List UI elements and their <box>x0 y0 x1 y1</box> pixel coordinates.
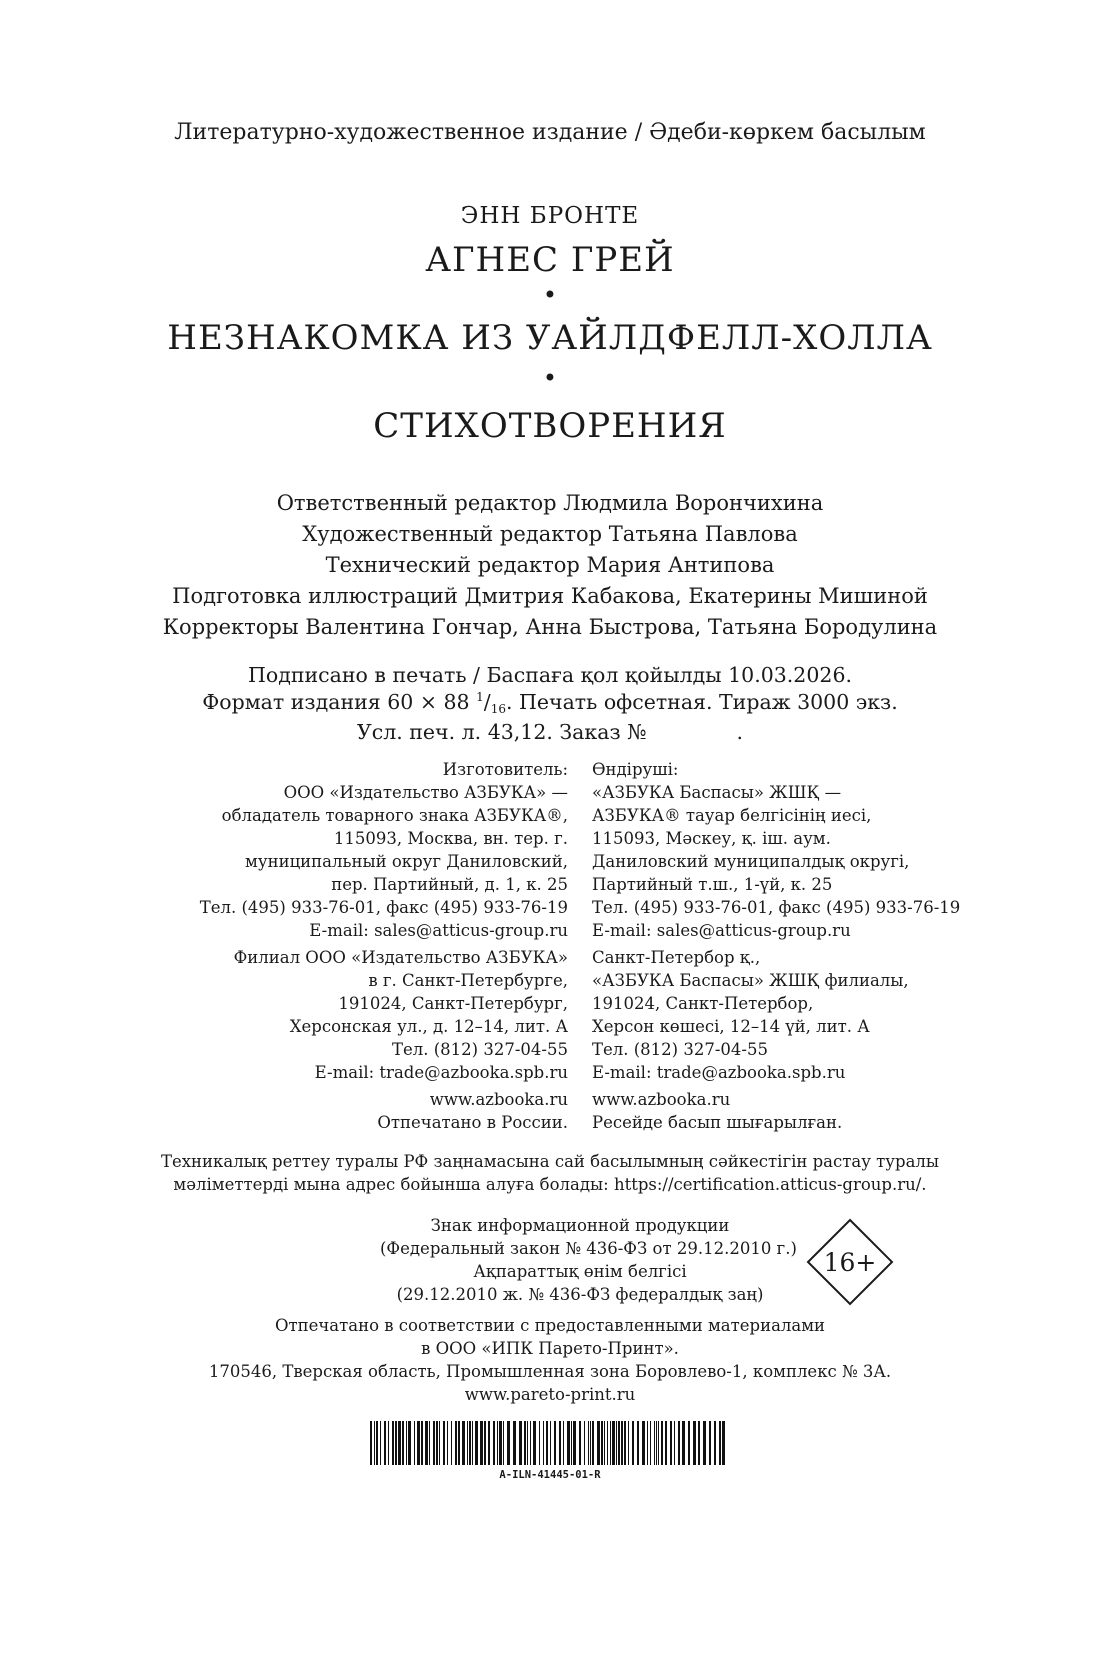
text-line: E-mail: trade@azbooka.spb.ru <box>314 1063 568 1082</box>
barcode-bar <box>650 1421 651 1465</box>
barcode-bar <box>395 1421 397 1465</box>
author-name: ЭНН БРОНТЕ <box>460 203 640 229</box>
barcode-bar <box>539 1421 540 1465</box>
text-line: Техникалық реттеу туралы РФ заңнамасына сай басылымның сәйкестігін растау туралы <box>160 1152 940 1171</box>
barcode-bar <box>472 1421 473 1465</box>
text-line: 115093, Москва, вн. тер. г. <box>333 829 568 848</box>
text-line: Партийный т.ш., 1-үй, к. 25 <box>592 875 833 894</box>
barcode-bar <box>604 1421 605 1465</box>
barcode-bar <box>533 1421 536 1465</box>
text-line: (29.12.2010 ж. № 436-ФЗ федералдық заң) <box>396 1285 764 1304</box>
barcode-bar <box>414 1421 415 1465</box>
barcode-bar <box>406 1421 407 1465</box>
text-line: 170546, Тверская область, Промышленная зона Боровлево-1, комплекс № 3А. <box>208 1362 892 1381</box>
text-line: (Федеральный закон № 436-ФЗ от 29.12.2010 г.) <box>380 1239 797 1258</box>
text-line: Херсонская ул., д. 12–14, лит. А <box>289 1017 568 1036</box>
barcode-bar <box>429 1421 430 1465</box>
title-separator: • <box>542 281 558 309</box>
text-line: E-mail: sales@atticus-group.ru <box>309 921 568 940</box>
text-line: в ООО «ИПК Парето-Принт». <box>421 1339 679 1358</box>
barcode-bar <box>674 1421 675 1465</box>
barcode-bar <box>433 1421 435 1465</box>
barcode-bar <box>573 1421 576 1465</box>
branch-ru-block <box>234 946 568 1084</box>
web-kz-block <box>592 1088 842 1134</box>
barcode-bar <box>408 1421 411 1465</box>
printer-info <box>0 1314 1100 1406</box>
format-fraction-den: 16 <box>490 702 506 716</box>
barcode-bar <box>497 1421 498 1465</box>
text-line: Даниловский муниципалдық округі, <box>592 852 910 871</box>
barcode-bar <box>550 1421 551 1465</box>
format-fraction-num: 1 <box>476 690 484 704</box>
text-line: Отпечатано в соответствии с предоставленными материалами <box>274 1316 826 1335</box>
barcode-bar <box>628 1421 629 1465</box>
barcode-bar <box>567 1421 570 1465</box>
barcode-bar <box>455 1421 457 1465</box>
barcode-bar <box>647 1421 648 1465</box>
barcode-bar <box>610 1421 611 1465</box>
barcode-bar <box>417 1421 420 1465</box>
barcode-bar <box>592 1421 594 1465</box>
order-line <box>0 719 1100 746</box>
text-line: E-mail: trade@azbooka.spb.ru <box>592 1063 846 1082</box>
barcode-bar <box>443 1421 445 1465</box>
barcode-bar <box>719 1421 721 1465</box>
barcode-bar <box>698 1421 700 1465</box>
barcode-bar <box>370 1421 372 1465</box>
barcode-bar <box>484 1421 486 1465</box>
barcode-bar <box>527 1421 528 1465</box>
title-3: СТИХОТВОРЕНИЯ <box>373 406 727 446</box>
text-line: Херсон көшесі, 12–14 үй, лит. А <box>592 1017 870 1036</box>
order-end: . <box>736 720 744 744</box>
text-line: Изготовитель: <box>442 760 568 779</box>
manufacturer-kz-block <box>592 758 960 942</box>
barcode-bar <box>374 1421 375 1465</box>
credit-line: Подготовка иллюстраций Дмитрия Кабакова, Екатерины Мишиной <box>172 584 928 608</box>
barcode-bar <box>421 1421 423 1465</box>
printing-info <box>0 662 1100 746</box>
barcode-bar <box>458 1421 460 1465</box>
title-2: НЕЗНАКОМКА ИЗ УАЙЛДФЕЛЛ-ХОЛЛА <box>167 318 933 358</box>
barcode-bar <box>425 1421 428 1465</box>
barcode-bar <box>436 1421 438 1465</box>
manufacturer-ru-block <box>200 758 568 942</box>
barcode-bar <box>480 1421 483 1465</box>
barcode-bar <box>670 1421 672 1465</box>
barcode-bar <box>402 1421 404 1465</box>
text-line: пер. Партийный, д. 1, к. 25 <box>331 875 568 894</box>
barcode-bar <box>398 1421 401 1465</box>
barcode-bar <box>524 1421 526 1465</box>
barcode-bar <box>507 1421 510 1465</box>
barcode-bar <box>661 1421 663 1465</box>
barcode-bar <box>519 1421 522 1465</box>
text-line: муниципальный округ Даниловский, <box>245 852 568 871</box>
barcode-bar <box>493 1421 495 1465</box>
barcode-bar <box>469 1421 471 1465</box>
text-line: 191024, Санкт-Петербор, <box>592 994 814 1013</box>
barcode-bar <box>530 1421 531 1465</box>
barcode-bar <box>376 1421 378 1465</box>
text-line: Ақпараттық өнім белгісі <box>473 1262 687 1281</box>
series-line: Литературно-художественное издание / Әдеби-көркем басылым <box>174 120 926 145</box>
barcode-bar <box>590 1421 591 1465</box>
text-line: ООО «Издательство АЗБУКА» — <box>283 783 568 802</box>
format-prefix: Формат издания 60 × 88 <box>202 690 470 714</box>
barcode-bar <box>601 1421 603 1465</box>
barcode-bar <box>388 1421 389 1465</box>
barcode-bar <box>678 1421 680 1465</box>
barcode-bar <box>513 1421 516 1465</box>
format-line <box>0 689 1100 719</box>
barcode-bar <box>682 1421 685 1465</box>
barcode-bar <box>380 1421 381 1465</box>
text-line: Өндіруші: <box>592 760 679 779</box>
credits <box>0 488 1100 643</box>
credit-line: Корректоры Валентина Гончар, Анна Быстрова, Татьяна Бородулина <box>162 615 938 639</box>
text-line: Знак информационной продукции <box>430 1216 730 1235</box>
barcode-bar <box>588 1421 589 1465</box>
text-line: www.azbooka.ru <box>429 1090 568 1109</box>
barcode-bar <box>632 1421 634 1465</box>
order-prefix: Усл. печ. л. 43,12. Заказ № <box>356 720 647 744</box>
text-line: мәліметтерді мына адрес бойынша алуға болады: https://certification.atticus-group.ru/. <box>173 1175 927 1194</box>
barcode-bar <box>665 1421 667 1465</box>
text-line: «АЗБУКА Баспасы» ЖШҚ филиалы, <box>592 971 909 990</box>
text-line: в г. Санкт-Петербурге, <box>368 971 568 990</box>
barcode-bar <box>499 1421 502 1465</box>
text-line: Тел. (812) 327-04-55 <box>592 1040 768 1059</box>
text-line: E-mail: sales@atticus-group.ru <box>592 921 851 940</box>
barcode-bar <box>597 1421 600 1465</box>
text-line: Филиал ООО «Издательство АЗБУКА» <box>233 948 568 967</box>
text-line: 115093, Мәскеу, қ. іш. аум. <box>592 829 831 848</box>
text-line: Ресейде басып шығарылған. <box>592 1113 843 1132</box>
text-line: АЗБУКА® тауар белгісінің иесі, <box>592 806 872 825</box>
barcode-bar <box>475 1421 478 1465</box>
barcode-bar <box>451 1421 452 1465</box>
barcode-bar <box>563 1421 564 1465</box>
barcode-bar <box>554 1421 556 1465</box>
text-line: Тел. (495) 933-76-01, факс (495) 933-76-19 <box>199 898 568 917</box>
barcode-bar <box>439 1421 440 1465</box>
barcode-bar <box>467 1421 468 1465</box>
barcode-bar <box>579 1421 581 1465</box>
info-product-sign <box>380 1214 797 1306</box>
barcode-bar <box>384 1421 386 1465</box>
barcode-image <box>370 1421 730 1465</box>
barcode-bar <box>616 1421 617 1465</box>
barcode-bar <box>392 1421 394 1465</box>
text-line: обладатель товарного знака АЗБУКА®, <box>221 806 568 825</box>
barcode-bar <box>637 1421 639 1465</box>
barcode-bar <box>654 1421 655 1465</box>
barcode-bar <box>642 1421 645 1465</box>
text-line: 191024, Санкт-Петербург, <box>338 994 568 1013</box>
age-rating-badge <box>806 1218 894 1306</box>
age-rating-text: 16+ <box>823 1248 877 1277</box>
text-line: www.azbooka.ru <box>592 1090 731 1109</box>
barcode-bar <box>709 1421 711 1465</box>
barcode-bar <box>693 1421 696 1465</box>
branch-kz-block <box>592 946 909 1084</box>
barcode-bar <box>571 1421 572 1465</box>
barcode-text: A-ILN-41445-01-R <box>499 1469 601 1481</box>
barcode-bar <box>656 1421 657 1465</box>
barcode-bar <box>722 1421 725 1465</box>
barcode-bar <box>462 1421 465 1465</box>
barcode-bar <box>546 1421 548 1465</box>
barcode-bar <box>618 1421 620 1465</box>
credit-line: Ответственный редактор Людмила Ворончихина <box>276 491 824 515</box>
credit-line: Технический редактор Мария Антипова <box>325 553 775 577</box>
barcode-bar <box>559 1421 561 1465</box>
text-line: Санкт-Петербор қ., <box>592 948 761 967</box>
credit-line: Художественный редактор Татьяна Павлова <box>302 522 798 546</box>
web-ru-block <box>377 1088 568 1134</box>
text-line: Отпечатано в России. <box>377 1113 568 1132</box>
barcode-bar <box>503 1421 504 1465</box>
text-line: «АЗБУКА Баспасы» ЖШҚ — <box>592 783 842 802</box>
title-separator: • <box>542 364 558 392</box>
barcode-bar <box>607 1421 608 1465</box>
barcode-bar <box>621 1421 623 1465</box>
barcode-bar <box>714 1421 716 1465</box>
title-1: АГНЕС ГРЕЙ <box>425 240 675 280</box>
text-line: Тел. (812) 327-04-55 <box>392 1040 568 1059</box>
signed-date: Подписано в печать / Баспаға қол қойылды 10.03.2026. <box>248 663 852 687</box>
barcode-bar <box>543 1421 544 1465</box>
text-line: Тел. (495) 933-76-01, факс (495) 933-76-19 <box>592 898 961 917</box>
barcode-bar <box>703 1421 706 1465</box>
barcode-bar <box>488 1421 490 1465</box>
barcode-bar <box>612 1421 615 1465</box>
format-suffix: . Печать офсетная. Тираж 3000 экз. <box>505 690 898 714</box>
barcode-bar <box>584 1421 585 1465</box>
barcode-bar <box>447 1421 448 1465</box>
barcode-bar <box>688 1421 690 1465</box>
certification-note <box>0 1150 1100 1196</box>
barcode-bar <box>658 1421 659 1465</box>
format-fraction-sep: / <box>483 690 491 714</box>
text-line: www.pareto-print.ru <box>464 1385 636 1404</box>
barcode-bar <box>624 1421 626 1465</box>
